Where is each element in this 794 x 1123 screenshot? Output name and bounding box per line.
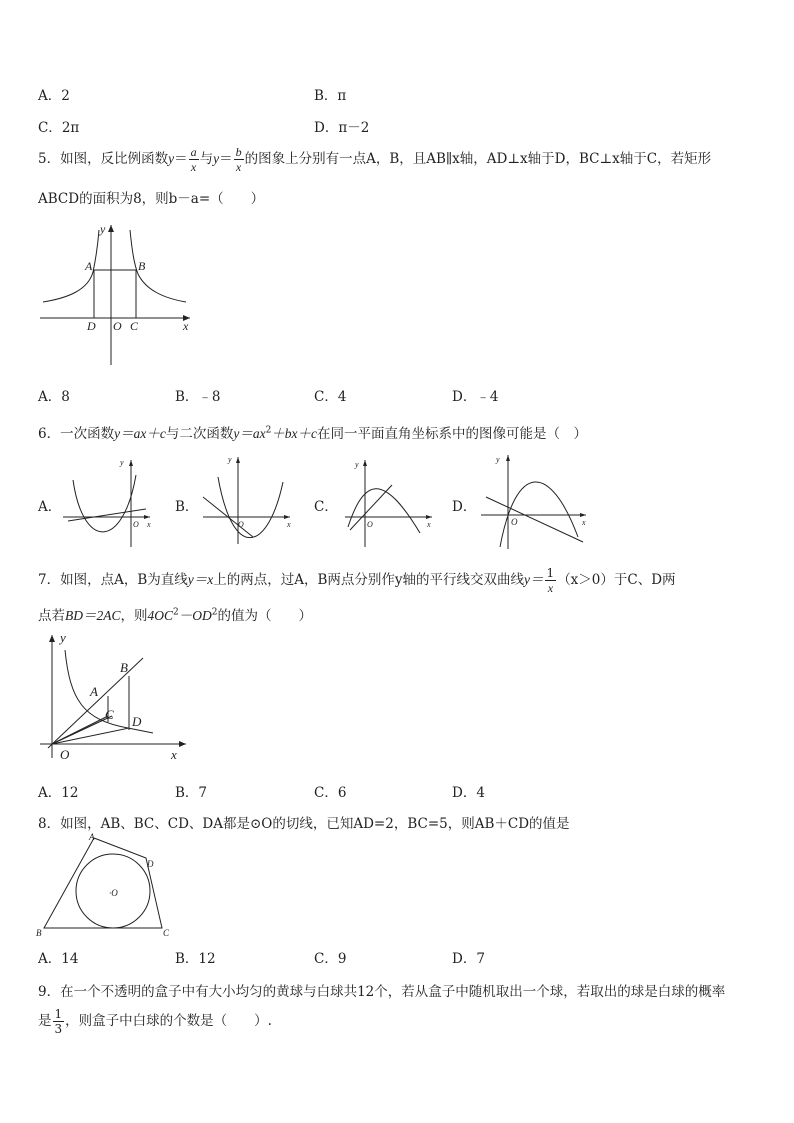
q7-fig-a-label: A bbox=[90, 684, 98, 699]
q6-stem: 6．一次函数y＝ax＋c与二次函数$y=ax^2+bx+c$在同一平面直角坐标系中的图像可能是（ ） bbox=[38, 425, 588, 442]
q6-option-a-letter: A． bbox=[38, 499, 62, 515]
q6a-o-label: O bbox=[133, 520, 139, 529]
q7-option-d: D．4 bbox=[452, 785, 485, 801]
q7-fig-y-label: y bbox=[60, 630, 66, 645]
q5-option-d: D．﹣4 bbox=[452, 389, 499, 405]
q7-fraction: $\frac{1}{x}$ bbox=[546, 566, 555, 595]
q6c-x-label: x bbox=[427, 520, 431, 529]
q6c-o-label: O bbox=[367, 520, 373, 529]
q7-fig-o-label: O bbox=[60, 747, 70, 762]
q7-option-b: B．7 bbox=[175, 785, 208, 801]
q6d-y-label: y bbox=[496, 455, 500, 464]
q5-fig-b-label: B bbox=[138, 259, 146, 273]
q4-option-d: D．π－2 bbox=[314, 120, 370, 136]
q6b-y-label: y bbox=[228, 455, 232, 464]
q7-fig-b-label: B bbox=[120, 660, 128, 675]
q7-fig-x-label: x bbox=[171, 747, 177, 762]
q4-option-a: A．2 bbox=[38, 88, 70, 104]
q5-fig-d-label: D bbox=[87, 319, 96, 333]
q9-fraction: $\frac{1}{3}$ bbox=[54, 1007, 63, 1036]
q8-option-a: A．14 bbox=[38, 951, 79, 967]
q7-option-c: C．6 bbox=[314, 785, 347, 801]
q5-fig-x-label: x bbox=[183, 319, 189, 333]
q8-fig-b-label: B bbox=[36, 928, 42, 938]
q4-option-c: C．2π bbox=[38, 120, 80, 136]
q5-stem-line1: 5．如图，反比例函数y＝ $\frac{a}{x}$ 与y＝ $\frac{b}{x}$ 的图象上分别有一点A，B，且AB∥x轴，AD⊥x轴于D，BC⊥x轴于C，若矩形 bbox=[38, 145, 712, 174]
q5-fraction-b: $\frac{b}{x}$ bbox=[235, 145, 242, 174]
q5-option-c: C．4 bbox=[314, 389, 347, 405]
q6-graph-b bbox=[198, 452, 298, 547]
q6a-y-label: y bbox=[120, 458, 124, 467]
q8-stem: 8．如图，AB、BC、CD、DA都是⊙O的切线，已知AD=2，BC=5，则AB＋CD的值是 bbox=[38, 816, 570, 832]
q5-fraction-a: $\frac{a}{x}$ bbox=[190, 145, 197, 174]
q4-option-b: B．π bbox=[314, 88, 347, 104]
q7-option-a: A．12 bbox=[38, 785, 79, 801]
q5-figure bbox=[38, 220, 198, 370]
q5-option-b: B．﹣8 bbox=[175, 389, 221, 405]
q7-figure bbox=[38, 630, 198, 765]
q6-graph-a bbox=[58, 455, 158, 550]
q8-option-b: B．12 bbox=[175, 951, 216, 967]
q6d-x-label: x bbox=[582, 518, 586, 527]
q6-option-c-letter: C． bbox=[314, 499, 338, 515]
q8-option-c: C．9 bbox=[314, 951, 347, 967]
q7-stem-line2: 点若BD＝2AC，则$4OC^2-OD^2$的值为（ ） bbox=[38, 607, 312, 624]
q9-stem-line1: 9．在一个不透明的盒子中有大小均匀的黄球与白球共12个，若从盒子中随机取出一个球，若取出的球是白球的概率 bbox=[38, 984, 726, 1000]
q5-option-a: A．8 bbox=[38, 389, 70, 405]
q8-fig-a-label: A bbox=[89, 832, 95, 842]
q6-option-b-letter: B． bbox=[175, 499, 199, 515]
q5-fig-c-label: C bbox=[130, 319, 139, 333]
q6-graph-c bbox=[340, 455, 440, 550]
q8-figure bbox=[36, 830, 181, 942]
q5-fig-o-label: O bbox=[113, 319, 122, 333]
q5-stem-line2: ABCD的面积为8，则b－a=（ ） bbox=[38, 191, 265, 207]
q5-fig-a-label: A bbox=[85, 259, 93, 273]
q6-graph-d bbox=[478, 452, 593, 552]
q6a-x-label: x bbox=[147, 520, 151, 529]
q7-stem-line1: 7．如图，点A，B为直线y＝x上的两点，过A，B两点分别作y轴的平行线交双曲线y＝ $\frac{1}{x}$ （x＞0）于C、D两 bbox=[38, 566, 676, 595]
q5-fig-y-label: y bbox=[100, 222, 106, 236]
q7-fig-c-label: C bbox=[105, 707, 114, 722]
q6d-o-label: O bbox=[511, 517, 518, 527]
q9-stem-line2: 是 $\frac{1}{3}$ ，则盒子中白球的个数是（ ）. bbox=[38, 1007, 272, 1036]
q8-option-d: D．7 bbox=[452, 951, 485, 967]
q8-fig-c-label: C bbox=[163, 928, 170, 938]
q7-fig-d-label: D bbox=[132, 714, 142, 729]
q8-fig-d-label: D bbox=[147, 859, 154, 869]
q6b-o-label: O bbox=[238, 520, 244, 529]
q6b-x-label: x bbox=[287, 520, 291, 529]
q8-fig-o-label: ·O bbox=[109, 888, 118, 898]
q6-option-d-letter: D． bbox=[452, 499, 477, 515]
q6c-y-label: y bbox=[355, 460, 359, 469]
